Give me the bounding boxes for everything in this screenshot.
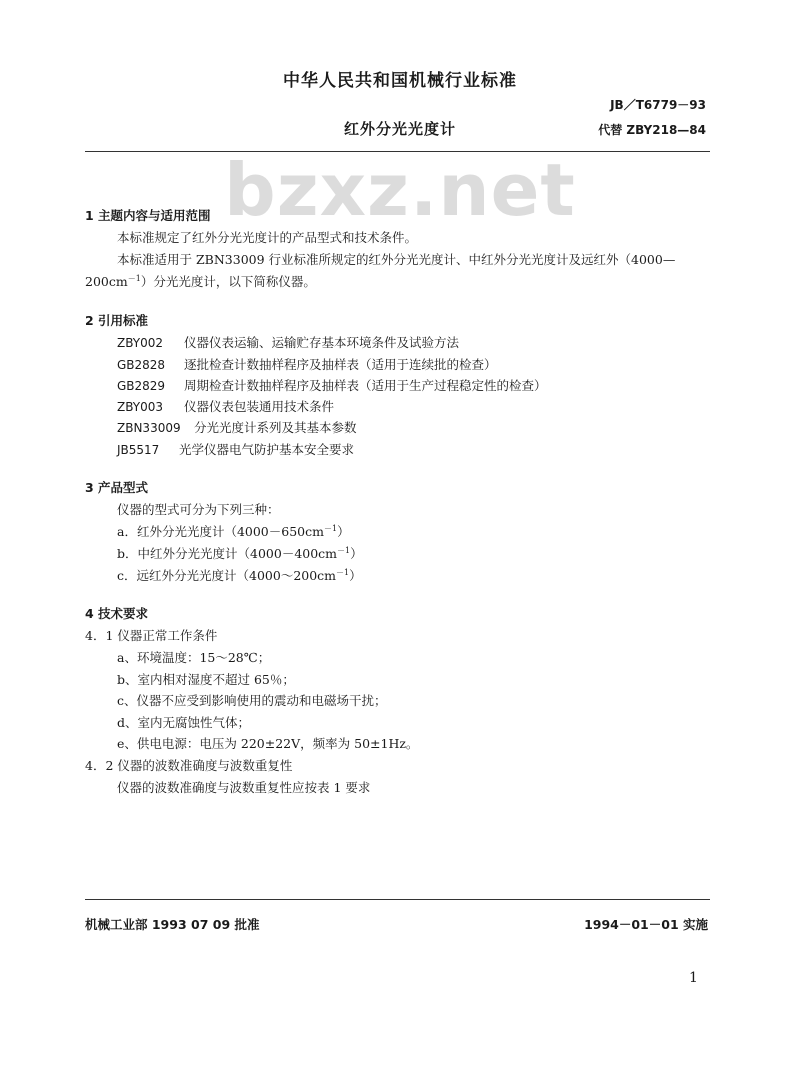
section-1-heading: 1 主题内容与适用范围	[85, 208, 211, 223]
reference-row: ZBY003 仪器仪表包装通用技术条件	[117, 399, 335, 414]
product-type-item: c．远红外分光光度计$(4000\sim 200cm^{-1})$	[117, 567, 362, 583]
section-1-paragraph-2-line-1: 本标准适用于 ZBN33009 行业标准所规定的红外分光光度计、中红外分光光度计及远红外（4000—	[117, 252, 676, 267]
section-4-heading: 4 技术要求	[85, 606, 149, 621]
standard-code: JB／T6779－93	[610, 98, 706, 112]
condition-item: d、室内无腐蚀性气体；	[117, 715, 251, 730]
reference-row: GB2829 周期检查计数抽样程序及抽样表（适用于生产过程稳定性的检查）	[117, 378, 547, 393]
page-number: 1	[689, 970, 698, 986]
condition-item: a、环境温度：15～28℃；	[117, 650, 271, 665]
approval-date: 机械工业部 1993 07 09 批准	[85, 917, 260, 932]
footer-rule	[85, 899, 710, 900]
subsection-4-1-heading: 4．1 仪器正常工作条件	[85, 628, 218, 643]
product-type-item: a．红外分光光度计$(4000-650cm^{-1})$	[117, 523, 350, 539]
reference-row: ZBN33009 分光光度计系列及其基本参数	[117, 420, 357, 435]
document-title: 红外分光光度计	[343, 120, 456, 138]
product-type-item: b．中红外分光光度计$(4000-400cm^{-1})$	[117, 545, 363, 561]
section-3-intro: 仪器的型式可分为下列三种：	[117, 502, 280, 517]
effective-date: 1994－01－01 实施	[584, 917, 708, 932]
subsection-4-2-text: 仪器的波数准确度与波数重复性应按表 1 要求	[117, 780, 371, 795]
replaces-standard: 代替 ZBY218—84	[598, 123, 706, 137]
standard-category: 中华人民共和国机械行业标准	[283, 71, 517, 91]
watermark: bzxz.net	[224, 148, 576, 232]
subsection-4-2-heading: 4．2 仪器的波数准确度与波数重复性	[85, 758, 293, 773]
reference-row: ZBY002 仪器仪表运输、运输贮存基本环境条件及试验方法	[117, 335, 460, 350]
section-1-paragraph-1: 本标准规定了红外分光光度计的产品型式和技术条件。	[117, 230, 418, 245]
condition-item: b、室内相对湿度不超过 65％；	[117, 672, 295, 687]
reference-row: GB2828 逐批检查计数抽样程序及抽样表（适用于连续批的检查）	[117, 357, 497, 372]
condition-item: e、供电电源：电压为 220±22V，频率为 50±1Hz。	[117, 736, 419, 751]
section-2-heading: 2 引用标准	[85, 313, 149, 328]
section-3-heading: 3 产品型式	[85, 480, 149, 495]
reference-row: JB5517 光学仪器电气防护基本安全要求	[117, 442, 355, 457]
section-1-paragraph-2-line-2: $200cm^{-1}$）分光光度计，以下简称仪器。	[85, 273, 316, 289]
condition-item: c、仪器不应受到影响使用的震动和电磁场干扰；	[117, 693, 387, 708]
